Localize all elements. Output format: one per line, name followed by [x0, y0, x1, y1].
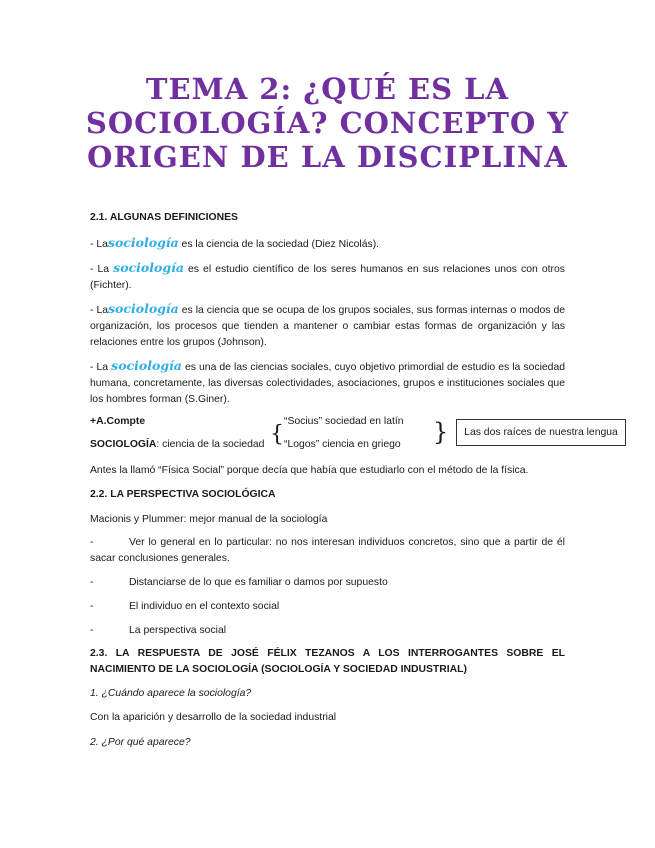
left-brace: { — [270, 422, 284, 447]
section-2-2-heading: 2.2. LA PERSPECTIVA SOCIOLÓGICA — [90, 489, 276, 500]
list-item: Distanciarse de lo que es familiar o damos por supuesto — [129, 577, 388, 588]
list-bullet: - — [90, 577, 94, 588]
definition-2-prefix: - La — [90, 264, 114, 275]
socius-text: “Socius” sociedad en latín — [284, 416, 404, 427]
sociologia-word: sociología — [108, 301, 179, 316]
sociologia-meaning: : ciencia de la sociedad — [156, 439, 265, 450]
definition-1 — [90, 235, 565, 253]
logos-text: “Logos” ciencia en griego — [284, 439, 401, 450]
title-line-3: ORIGEN DE LA DISCIPLINA — [87, 140, 568, 174]
definition-4-text: es una de las ciencias sociales, cuyo objetivo primordial de estudio es la sociedad humana, concretamente, las diversas colectividades, asociaciones, grupos e instituciones sociales que los hombres forman (S.Giner). — [90, 362, 565, 405]
definition-1-text: es la ciencia de la sociedad (Diez Nicolás). — [178, 239, 380, 250]
definition-4-prefix: - La — [90, 362, 112, 373]
page-title — [0, 72, 655, 174]
roots-box: Las dos raíces de nuestra lengua — [456, 419, 626, 446]
answer-1: Con la aparición y desarrollo de la sociedad industrial — [90, 712, 337, 723]
definition-3-prefix: - La — [90, 305, 109, 316]
definition-2-text: es el estudio científico de los seres humanos en sus relaciones unos con otros (Fichter). — [90, 264, 565, 291]
section-2-3-heading: 2.3. LA RESPUESTA DE JOSÉ FÉLIX TEZANOS A LOS INTERROGANTES SOBRE EL NACIMIENTO DE LA SOCIOLOGÍA (SOCIOLOGÍA Y SOCIEDAD INDUSTRIAL) — [90, 648, 565, 675]
question-2: 2. ¿Por qué aparece? — [90, 737, 191, 748]
fisica-social-note: Antes la llamó “Física Social” porque decía que había que estudiarlo con el método de la física. — [90, 465, 529, 476]
title-line-2: SOCIOLOGÍA? CONCEPTO Y — [85, 106, 570, 140]
sociologia-word: sociología — [107, 235, 179, 250]
title-line-1: TEMA 2: ¿QUÉ ES LA — [145, 72, 510, 106]
definition-1-prefix: - La — [90, 239, 108, 250]
sociologia-word: sociología — [111, 358, 182, 373]
list-bullet: - — [90, 601, 94, 612]
definition-3-text: es la ciencia que se ocupa de los grupos sociales, sus formas internas o modos de organización, los procesos que tienden a mantener o cambiar estas formas de organización y las relaciones entre los grupos (Johnson). — [90, 305, 566, 348]
definition-4 — [90, 358, 565, 408]
definition-3 — [90, 301, 565, 351]
sociologia-word: sociología — [113, 260, 184, 275]
list-item: El individuo en el contexto social — [129, 601, 280, 612]
comte-label: +A.Compte — [90, 416, 146, 427]
definition-2 — [90, 260, 565, 294]
question-1: 1. ¿Cuándo aparece la sociología? — [90, 688, 252, 699]
list-item: La perspectiva social — [129, 625, 227, 636]
section-2-1-heading: 2.1. ALGUNAS DEFINICIONES — [90, 212, 238, 223]
right-brace: } — [433, 418, 449, 446]
list-bullet: - — [90, 537, 94, 548]
list-bullet: - — [90, 625, 94, 636]
macionis-intro: Macionis y Plummer: mejor manual de la sociología — [90, 514, 328, 525]
sociologia-definition — [90, 437, 290, 453]
sociologia-term: SOCIOLOGÍA — [90, 439, 157, 450]
list-item: Ver lo general en lo particular: no nos interesan individuos concretos, sino que a partir de él sacar conclusiones generales. — [90, 537, 565, 564]
